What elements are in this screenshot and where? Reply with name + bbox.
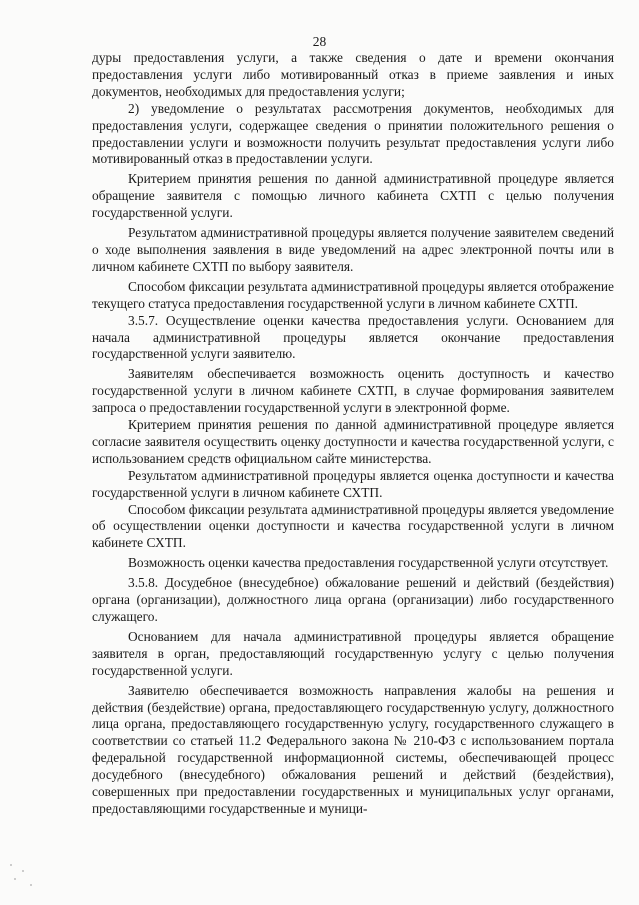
- paragraph-2: 2) уведомление о результатах рассмотрения документов, необходимых для предоставления услуги, содержащее сведения о принятии положительного решения о предоставлении услуги и возможности получить результат предоставления услуги либо мотивированный отказ в предоставлении услуги.: [92, 100, 614, 167]
- page-body: [92, 50, 614, 818]
- paragraph-1: дуры предоставления услуги, а также сведения о дате и времени окончания предоставления услуги либо мотивированный отказ в приеме заявления и иных документов, необходимых для предоставления услуги;: [92, 50, 614, 99]
- paragraph-9: Результатом административной процедуры является оценка доступности и качества государственной услуги в личном кабинете СХТП.: [92, 467, 614, 500]
- paragraph-5: Способом фиксации результата административной процедуры является отображение текущего статуса предоставления государственной услуги в личном кабинете СХТП.: [92, 278, 614, 311]
- paragraph-7: Заявителям обеспечивается возможность оценить доступность и качество государственной услуги в личном кабинете СХТП, в случае формирования заявителем запроса о предоставлении государственной услуги в электронной форме.: [92, 366, 614, 416]
- paragraph-10: Способом фиксации результата административной процедуры является уведомление об осуществлении оценки доступности и качества государственной услуги в личном кабинете СХТП.: [92, 501, 614, 551]
- scan-speck: [14, 878, 16, 880]
- scan-speck: [10, 864, 12, 866]
- paragraph-8: Критерием принятия решения по данной административной процедуре является согласие заявителя осуществить оценку доступности и качества государственной услуги, с использованием средств официальном сайте министерства.: [92, 417, 614, 466]
- paragraph-11: Возможность оценки качества предоставления государственной услуги отсутствует.: [128, 555, 609, 571]
- paragraph-3: Критерием принятия решения по данной административной процедуре является обращение заявителя с помощью личного кабинета СХТП с целью получения государственной услуги.: [92, 171, 614, 221]
- scan-speckles: [8, 860, 48, 890]
- scan-speck: [22, 870, 24, 872]
- paragraph-13: Основанием для начала административной процедуры является обращение заявителя в орган, предоставляющий государственную услугу с целью получения государственной услуги.: [92, 628, 614, 678]
- paragraph-6: 3.5.7. Осуществление оценки качества предоставления услуги. Основанием для начала административной процедуры является окончание предоставления государственной услуги заявителю.: [92, 312, 614, 362]
- paragraph-12: 3.5.8. Досудебное (внесудебное) обжалование решений и действий (бездействия) органа (организации), должностного лица органа (организации) либо государственного служащего.: [92, 575, 614, 624]
- scan-speck: [30, 884, 32, 886]
- paragraph-4: Результатом административной процедуры является получение заявителем сведений о ходе выполнения заявления в виде уведомлений на адрес электронной почты или в личном кабинете СХТП по выбору заявителя.: [92, 225, 614, 274]
- page-number: 28: [312, 34, 327, 49]
- paragraph-14: Заявителю обеспечивается возможность направления жалобы на решения и действия (бездействие) органа, предоставляющего государственную услугу, должностного лица органа, предоставляющего государственную услугу, государственного служащего в соответствии со статьей 11.2 Федерального закона № 210-ФЗ с использованием портала федеральной государственной информационной системы, обеспечивающей процесс досудебного (внесудебного) обжалования решений и действий (бездействия), совершенных при предоставлении государственных и муниципальных услуг органами, предоставляющими государственные и муници-: [92, 682, 614, 816]
